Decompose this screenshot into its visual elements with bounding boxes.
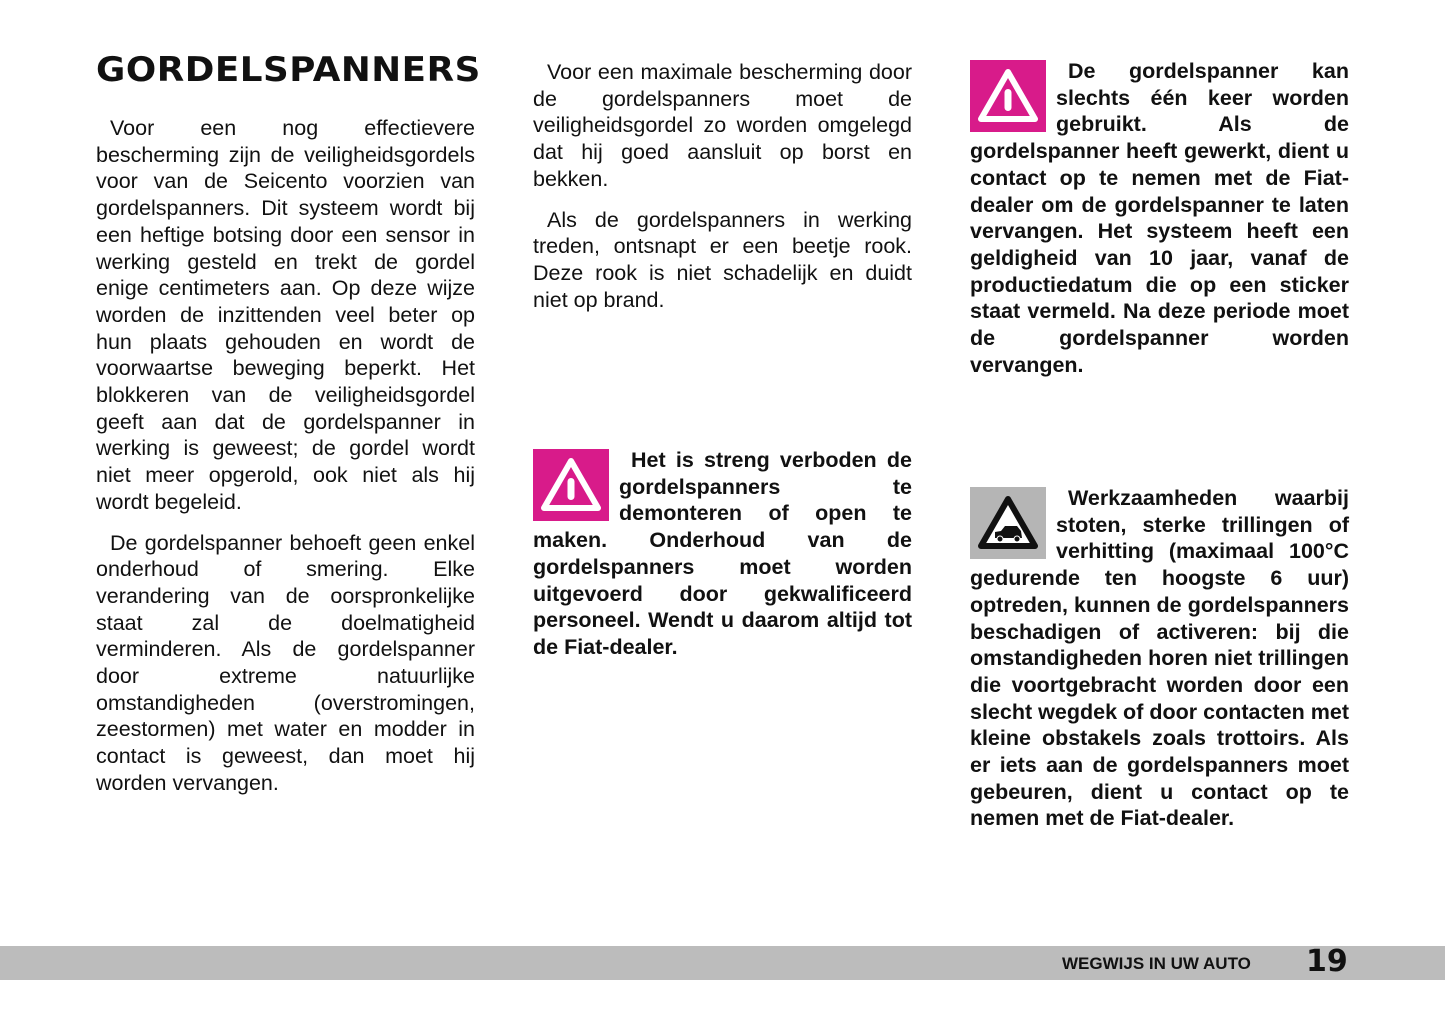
paragraph: De gordelspanner behoeft geen enkel onderhoud of smering. Elke verandering van de oorspronkelijke staat zal de doelmatigheid verminderen. Als de gordelspanner door extreme natuurlijke omstandigheden (overstromingen, zeestormen) met water en modder in contact is geweest, dan moet hij worden vervangen.	[96, 530, 475, 795]
warning-block-vibration	[970, 485, 1349, 846]
page-title: GORDELSPANNERS	[96, 50, 481, 90]
paragraph: Voor een nog effectievere bescherming zijn de veiligheidsgordels voor van de Seicento voorzien van gordelspanners. Dit systeem wordt bij een heftige botsing door een sensor in werking gesteld en trekt de gordel enige centimeters aan. Op deze wijze worden de inzittenden veel beter op hun plaats gehouden en wordt de voorwaartse beweging beperkt. Het blokkeren van de veiligheidsgordel geeft aan dat de gordelspanner in werking is geweest; de gordel wordt niet meer opgerold, ook niet als hij wordt begeleid.	[96, 116, 475, 514]
warning-triangle-icon	[970, 60, 1046, 132]
warning-text: De gordelspanner kan slechts één keer worden gebruikt. Als de gordelspanner heeft gewerkt, dient u contact op te nemen met de Fiat-dealer om de gordelspanner te laten vervangen. Het systeem heeft een geldigheid van 10 jaar, vanaf de productiedatum die op een sticker staat vermeld. Na deze periode moet de gordelspanner worden vervangen.	[970, 59, 1349, 377]
car-caution-icon	[970, 487, 1046, 559]
paragraph: Voor een maximale bescherming door de gordelspanners moet de veiligheidsgordel zo worden omgelegd dat hij goed aansluit op borst en bekken.	[533, 60, 912, 191]
warning-block-single-use	[970, 58, 1349, 392]
warning-triangle-icon	[533, 449, 609, 521]
footer-bar	[0, 946, 1445, 980]
warning-text: Het is streng verboden de gordelspanners te demonteren of open te maken. Onderhoud van de gordelspanners moet worden uitgevoerd door gekwalificeerd personeel. Wendt u daarom altijd tot de Fiat-dealer.	[533, 448, 912, 659]
column-2	[533, 59, 912, 327]
column-1	[96, 115, 475, 811]
warning-block-disassembly	[533, 447, 912, 675]
paragraph: Als de gordelspanners in werking treden, ontsnapt er een beetje rook. Deze rook is niet schadelijk en duidt niet op brand.	[533, 207, 912, 312]
section-name: WEGWIJS IN UW AUTO	[1062, 954, 1251, 973]
warning-text: Werkzaamheden waarbij stoten, sterke trillingen of verhitting (maximaal 100°C gedurende ten hoogste 6 uur) optreden, kunnen de gordelspanners beschadigen of activeren: bij die omstandigheden horen niet trillingen die voortgebracht worden door een slecht wegdek of door contacten met kleine obstakels zoals trottoirs. Als er iets aan de gordelspanners moet gebeuren, dient u contact op te nemen met de Fiat-dealer.	[970, 486, 1349, 831]
page-number: 19	[1306, 944, 1348, 979]
